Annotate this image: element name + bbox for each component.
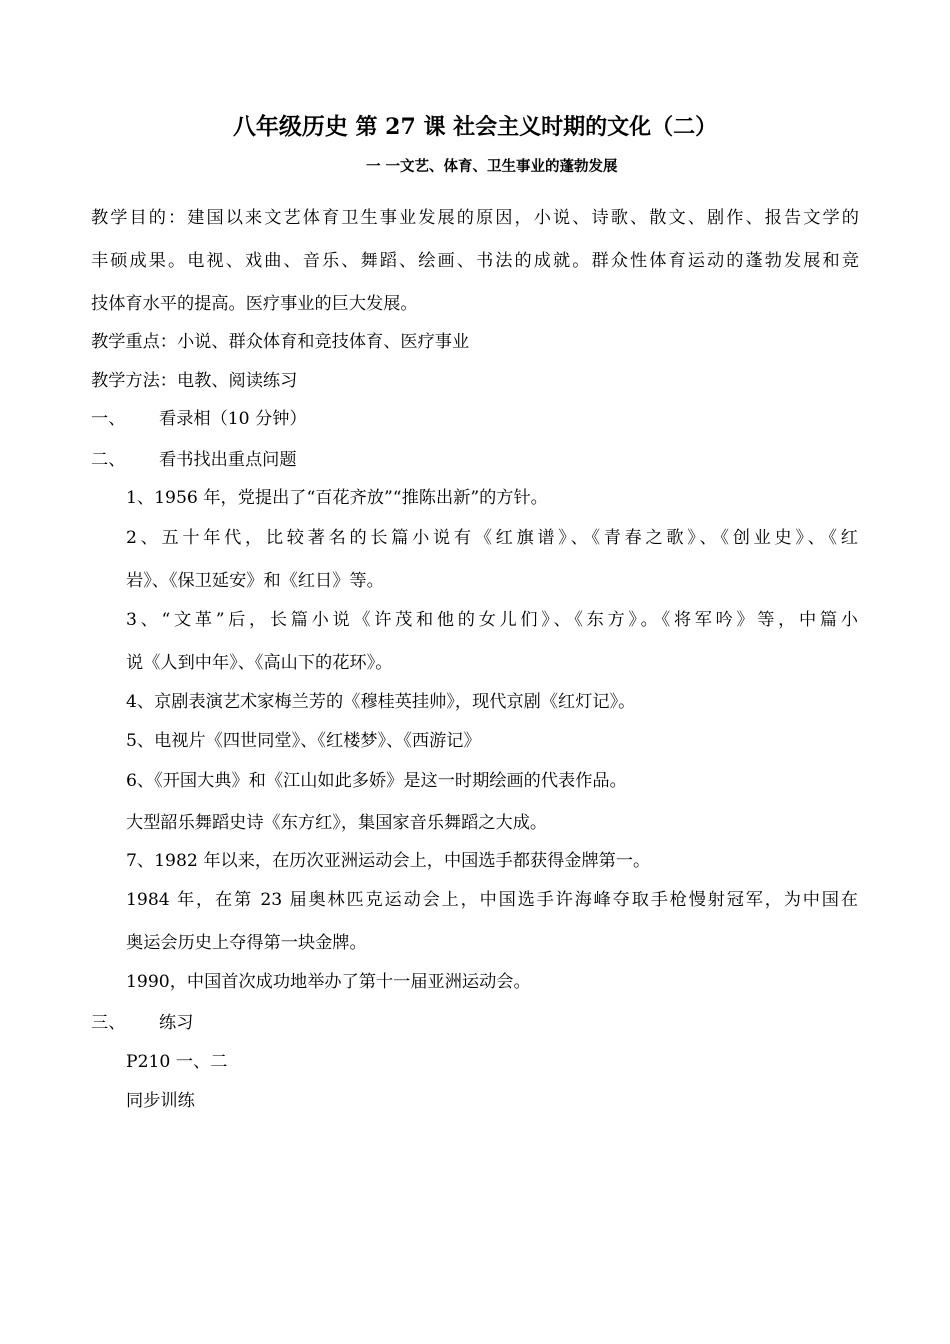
key-points: 教学重点：小说、群众体育和竞技体育、医疗事业 bbox=[91, 332, 470, 352]
section-number: 二、 bbox=[91, 450, 126, 470]
section-number: 三、 bbox=[91, 1013, 126, 1033]
point-6-extra: 大型韶乐舞蹈史诗《东方红》，集国家音乐舞蹈之大成。 bbox=[126, 813, 548, 833]
point-7: 7、1982 年以来，在历次亚洲运动会上，中国选手都获得金牌第一。 bbox=[126, 851, 651, 871]
point-6: 6、《开国大典》和《江山如此多娇》是这一时期绘画的代表作品。 bbox=[126, 771, 627, 791]
section-text: 练习 bbox=[159, 1013, 194, 1033]
title-lesson: 第 27 课 社会主义时期的文化（二） bbox=[347, 114, 718, 140]
point-4: 4、京剧表演艺术家梅兰芳的《穆桂英挂帅》，现代京剧《红灯记》。 bbox=[126, 692, 636, 712]
point-3-line-1: 3、“文革”后，长篇小说《许茂和他的女儿们》、《东方》。《将军吟》等，中篇小 bbox=[126, 610, 858, 630]
section-1 bbox=[91, 406, 307, 432]
page-subtitle: 一 一文艺、体育、卫生事业的蓬勃发展 bbox=[366, 158, 618, 175]
point-7-extra-line-2: 奥运会历史上夺得第一块金牌。 bbox=[126, 933, 367, 953]
objectives-line-1: 教学目的：建国以来文艺体育卫生事业发展的原因，小说、诗歌、散文、剧作、报告文学的 bbox=[91, 208, 859, 228]
objectives-line-2: 丰硕成果。电视、戏曲、音乐、舞蹈、绘画、书法的成就。群众性体育运动的蓬勃发展和竞 bbox=[91, 251, 859, 271]
teaching-methods: 教学方法：电教、阅读练习 bbox=[91, 371, 298, 391]
point-1: 1、1956 年，党提出了“百花齐放”“推陈出新”的方针。 bbox=[126, 488, 548, 508]
title-grade-subject: 八年级历史 bbox=[232, 113, 348, 140]
section-3 bbox=[91, 1010, 193, 1036]
section-number: 一、 bbox=[91, 409, 126, 429]
point-2-line-2: 岩》、《保卫延安》和《红日》等。 bbox=[126, 571, 384, 591]
point-7-extra-line-1: 1984 年，在第 23 届奥林匹克运动会上，中国选手许海峰夺取手枪慢射冠军，为中国在 bbox=[126, 890, 858, 910]
exercise-2: 同步训练 bbox=[126, 1091, 195, 1111]
point-2-line-1: 2、五十年代，比较著名的长篇小说有《红旗谱》、《青春之歌》、《创业史》、《红 bbox=[126, 528, 858, 548]
exercise-1: P210 一、二 bbox=[126, 1052, 228, 1072]
objectives-line-3: 技体育水平的提高。医疗事业的巨大发展。 bbox=[91, 294, 418, 314]
section-2 bbox=[91, 447, 297, 473]
point-3-line-2: 说《人到中年》、《高山下的花环》。 bbox=[126, 653, 393, 673]
section-text: 看录相（10 分钟） bbox=[159, 409, 307, 429]
point-5: 5、电视片《四世同堂》、《红楼梦》、《西游记》 bbox=[126, 731, 481, 751]
page-title bbox=[0, 112, 950, 142]
section-text: 看书找出重点问题 bbox=[159, 450, 297, 470]
point-7-extra-2: 1990，中国首次成功地举办了第十一届亚洲运动会。 bbox=[126, 972, 531, 992]
